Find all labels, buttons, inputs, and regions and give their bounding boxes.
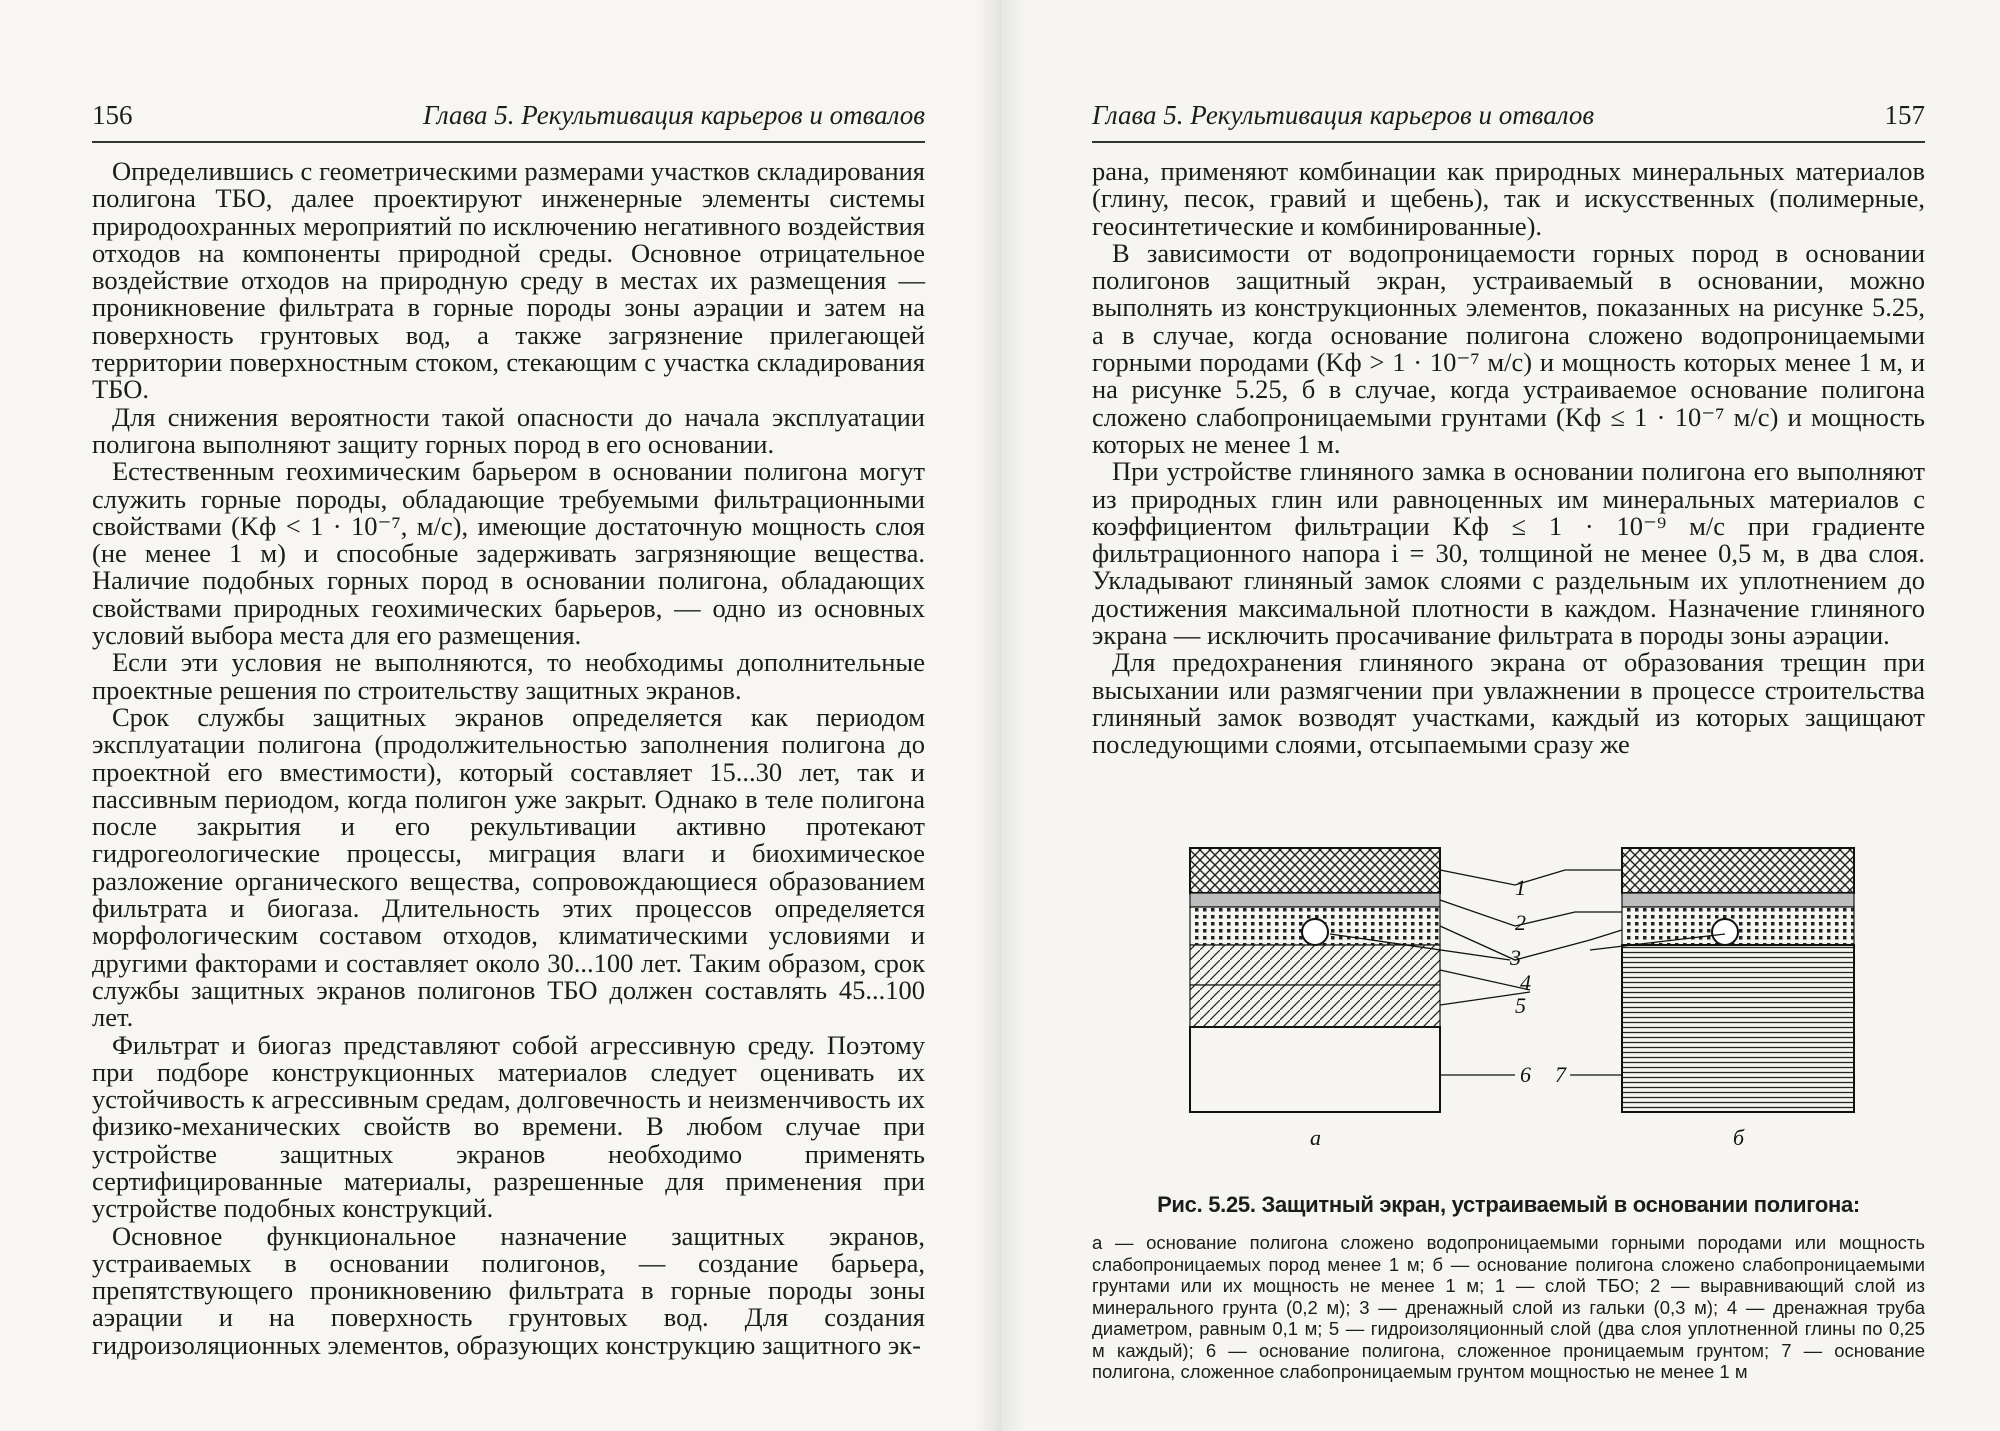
paragraph: Основное функциональное назначение защитных экранов, устраиваемых в основании полигонов, — создание барьера, препятствующего проникновению фильтрата в горные породы зоны аэрации и на поверхность грунтовых вод. Для создания гидроизоляционных элементов, образующих конструкцию защитного эк- (92, 1220, 925, 1360)
panel-label-a: а (1310, 1125, 1321, 1150)
paragraph: Для предохранения глиняного экрана от образования трещин при высыхании или размягчении при увлажнении в процессе строительства глиняный замок возводят участками, каждый из которых защищают последующими слоями, отсыпаемыми сразу же (1092, 647, 1925, 760)
header-rule (92, 141, 925, 143)
layer-tbo (1190, 848, 1440, 893)
body-text (92, 158, 925, 1359)
label-1: 1 (1515, 875, 1526, 900)
paragraph: Естественным геохимическим барьером в основании полигона могут служить горные породы, обладающие требуемыми фильтрационными свойствами (Kф < 1 · 10⁻⁷, м/с), имеющие достаточную мощность слоя (не менее 1 м) и способные задерживать загрязняющие вещества. Наличие подобных горных пород в основании полигона, обладающих свойствами природных геохимических барьеров, — одно из основных условий выбора места для его размещения. (92, 456, 925, 651)
label-2: 2 (1515, 910, 1526, 935)
panel-label-b: б (1733, 1125, 1745, 1150)
figure-caption-text: а — основание полигона сложено водопроницаемыми горными породами или мощность слабопроницаемых пород менее 1 м; б — основание полигона сложено слабопроницаемыми грунтами или их мощность не менее 1 м; 1 — слой ТБО; 2 — выравнивающий слой из минерального грунта (0,2 м); 3 — дренажный слой из гальки (0,3 м); 4 — дренажная труба диаметром, равным 0,1 м; 5 — гидроизоляционный слой (два слоя уплотненной глины по 0,25 м каждый); 6 — основание полигона, сложенное проницаемым грунтом; 7 — основание полигона, сложенное слабопроницаемым грунтом мощностью не менее 1 м (1092, 1232, 1925, 1382)
figure-caption-title: Рис. 5.25. Защитный экран, устраиваемый в основании полигона: (1157, 1192, 1860, 1217)
label-4: 4 (1520, 970, 1531, 995)
column-a (1190, 848, 1440, 1112)
page-number: 157 (1884, 100, 1925, 130)
page-number: 156 (92, 100, 133, 130)
header-rule (1092, 141, 1925, 143)
layer-clay-2 (1190, 985, 1440, 1027)
body-text (1092, 158, 1925, 759)
paragraph: Если эти условия не выполняются, то необходимы дополнительные проектные решения по строительству защитных экранов. (92, 647, 925, 705)
layer-clay-1 (1190, 945, 1440, 985)
layer-tbo (1622, 848, 1854, 893)
label-6: 6 (1520, 1062, 1531, 1087)
paragraph: рана, применяют комбинации как природных минеральных материалов (глину, песок, гравий и щебень), так и искусственных (полимерные, геосинтетические и комбинированные). (1092, 156, 1925, 241)
layer-leveling (1622, 893, 1854, 907)
layer-drainage (1622, 907, 1854, 945)
label-5: 5 (1515, 993, 1526, 1018)
paragraph: При устройстве глиняного замка в основании полигона его выполняют из природных глин или равноценных им минеральных материалов с коэффициентом фильтрации Kф ≤ 1 · 10⁻⁹ м/с при градиенте фильтрационного напора i = 30, толщиной не менее 0,5 м, в два слоя. Укладывают глиняный замок слоями с раздельным их уплотнением до достижения максимальной плотности в каждом. Назначение глиняного экрана — исключить просачивание фильтрата в породы зоны аэрации. (1092, 456, 1925, 651)
drain-pipe (1712, 919, 1738, 945)
paragraph: Для снижения вероятности такой опасности до начала эксплуатации полигона выполняют защиту горных пород в его основании. (92, 401, 925, 459)
figure-5-25 (1170, 830, 1930, 1160)
paragraph: Срок службы защитных экранов определяется как периодом эксплуатации полигона (продолжительностью заполнения полигона до проектной его вместимости), который составляет 15...30 лет, так и пассивным периодом, когда полигон уже закрыт. Однако в теле полигона после закрытия и его рекультивации активно протекают гидрогеологические процессы, миграция влаги и биохимическое разложение органического вещества, сопровождающиеся образованием фильтрата и биогаза. Длительность этих процессов определяется морфологическим составом отходов, климатическими условиями и другими факторами и составляет около 30...100 лет. Таким образом, срок службы защитных экранов полигонов ТБО должен составлять 45...100 лет. (92, 701, 925, 1033)
drain-pipe (1302, 919, 1328, 945)
label-7: 7 (1555, 1062, 1566, 1087)
paragraph: В зависимости от водопроницаемости горных пород в основании полигонов защитный экран, устраиваемый в основании, можно выполнять из конструкционных элементов, показанных на рисунке 5.25, а в случае, когда основание полигона сложено водопроницаемыми горными породами (Kф > 1 · 10⁻⁷ м/с) и мощность которых менее 1 м, и на рисунке 5.25, б в случае, когда устраиваемое основание полигона сложено слабопроницаемыми грунтами (Kф ≤ 1 · 10⁻⁷ м/с) и мощность которых не менее 1 м. (1092, 237, 1925, 459)
running-head: Глава 5. Рекультивация карьеров и отвалов (1092, 100, 1595, 130)
column-b (1622, 848, 1854, 1112)
layer-base-permeable (1190, 1027, 1440, 1112)
paragraph: Определившись с геометрическими размерами участков складирования полигона ТБО, далее проектируют инженерные элементы системы природоохранных мероприятий по исключению негативного воздействия отходов на компоненты природной среды. Основное отрицательное воздействие отходов на природную среду в местах их размещения — проникновение фильтрата в горные породы зоны аэрации и затем на поверхность грунтовых вод, а также загрязнение прилегающей территории поверхностным стоком, стекающим с участка складирования ТБО. (92, 156, 925, 405)
running-head: Глава 5. Рекультивация карьеров и отвалов (422, 100, 925, 130)
layer-leveling (1190, 893, 1440, 907)
paragraph: Фильтрат и биогаз представляют собой агрессивную среду. Поэтому при подборе конструкционных материалов следует оценивать их устойчивость к агрессивным средам, долговечность и неизменчивость их физико-механических свойств во времени. В любом случае при устройстве защитных экранов необходимо применять сертифицированные материалы, разрешенные для применения при устройстве подобных конструкций. (92, 1029, 925, 1224)
label-3: 3 (1510, 945, 1521, 970)
layer-base-low-permeable (1622, 945, 1854, 1112)
